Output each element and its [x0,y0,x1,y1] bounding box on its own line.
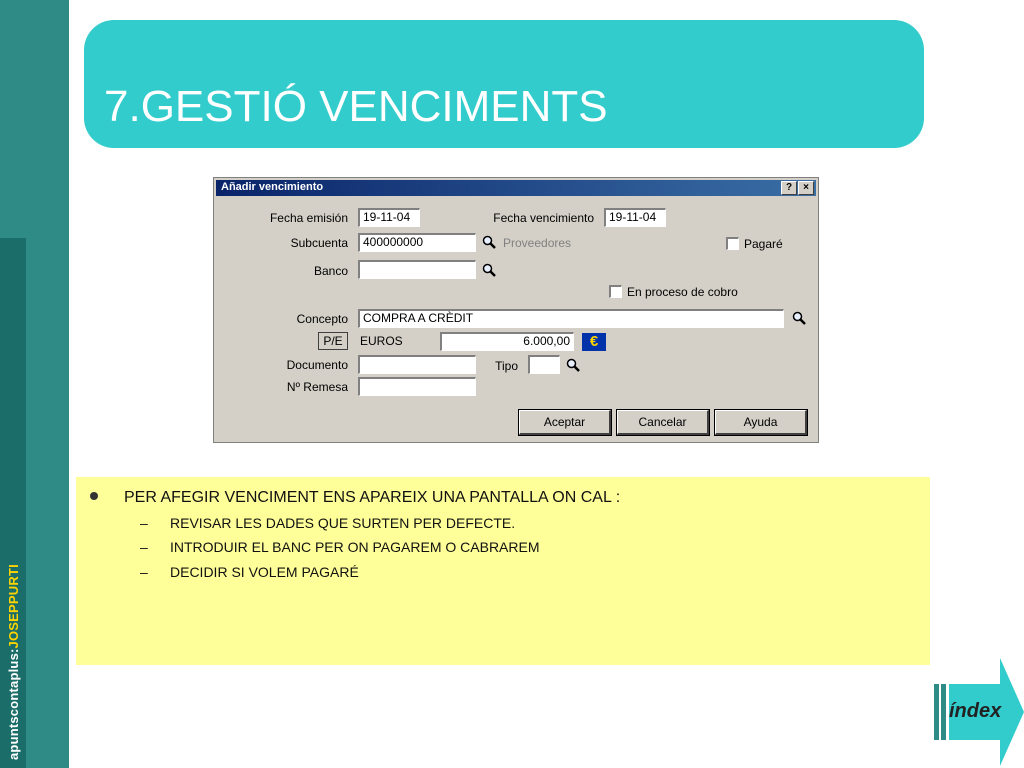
remesa-label: Nº Remesa [286,380,348,394]
close-button[interactable]: × [798,181,814,195]
euro-icon[interactable]: € [582,333,606,351]
sub-bullet [140,539,540,555]
subcuenta-input[interactable]: 400000000 [358,233,476,252]
index-link[interactable] [932,656,1024,768]
concepto-label: Concepto [296,312,348,326]
notes-panel [76,477,930,665]
search-icon[interactable] [482,235,496,249]
tipo-label: Tipo [495,359,518,373]
main-bullet-text: PER AFEGIR VENCIMENT ENS APAREIX UNA PANTALLA ON CAL : [124,489,621,506]
sub-bullet-dash: – [140,539,148,555]
documento-input[interactable] [358,355,476,374]
sub-bullet [140,564,359,580]
bullet-dot [90,492,98,500]
subcuenta-label: Subcuenta [290,236,348,250]
dialog-title: Añadir vencimiento [221,181,324,193]
title-banner [84,20,924,148]
cancel-button[interactable]: Cancelar [617,410,709,435]
left-side-band [0,0,69,768]
fecha-emision-label: Fecha emisión [269,211,348,225]
amount-input[interactable]: 6.000,00 [440,332,574,351]
credit-author: JOSEPPURTI [6,564,21,649]
fecha-vencimiento-input[interactable]: 19-11-04 [604,208,666,227]
search-icon[interactable] [792,311,806,325]
subcuenta-description: Proveedores [503,236,572,250]
help-title-button[interactable]: ? [781,181,797,195]
currency-label: EUROS [360,334,403,348]
sub-bullet-text: INTRODUIR EL BANC PER ON PAGAREM O CABRAREM [170,539,540,555]
fecha-vencimiento-label: Fecha vencimiento [493,211,594,225]
remesa-input[interactable] [358,377,476,396]
author-credit [6,564,21,760]
en-proceso-label: En proceso de cobro [627,285,738,299]
pe-toggle-button[interactable]: P/E [318,332,348,350]
en-proceso-checkbox[interactable] [609,285,622,298]
concepto-input[interactable]: COMPRA A CRÈDIT [358,309,784,328]
banco-label: Banco [313,264,348,278]
search-icon[interactable] [482,263,496,277]
slide-title: 7.GESTIÓ VENCIMENTS [104,82,608,131]
sub-bullet [140,515,515,531]
sub-bullet-text: REVISAR LES DADES QUE SURTEN PER DEFECTE. [170,515,516,531]
sub-bullet-text: DECIDIR SI VOLEM PAGARÉ [170,564,359,580]
accept-button[interactable]: Aceptar [519,410,611,435]
add-due-date-dialog [213,177,819,443]
search-icon[interactable] [566,358,580,372]
index-label: índex [949,700,1002,722]
dialog-titlebar [216,180,816,196]
pagare-checkbox[interactable] [726,237,739,250]
fecha-emision-input[interactable]: 19-11-04 [358,208,420,227]
tipo-input[interactable] [528,355,560,374]
sub-bullet-dash: – [140,515,148,531]
credit-prefix: apuntscontaplus: [6,648,21,760]
sub-bullet-dash: – [140,564,148,580]
documento-label: Documento [286,358,348,372]
main-bullet [90,489,620,507]
help-button[interactable]: Ayuda [715,410,807,435]
pagare-label: Pagaré [744,237,783,251]
banco-input[interactable] [358,260,476,279]
